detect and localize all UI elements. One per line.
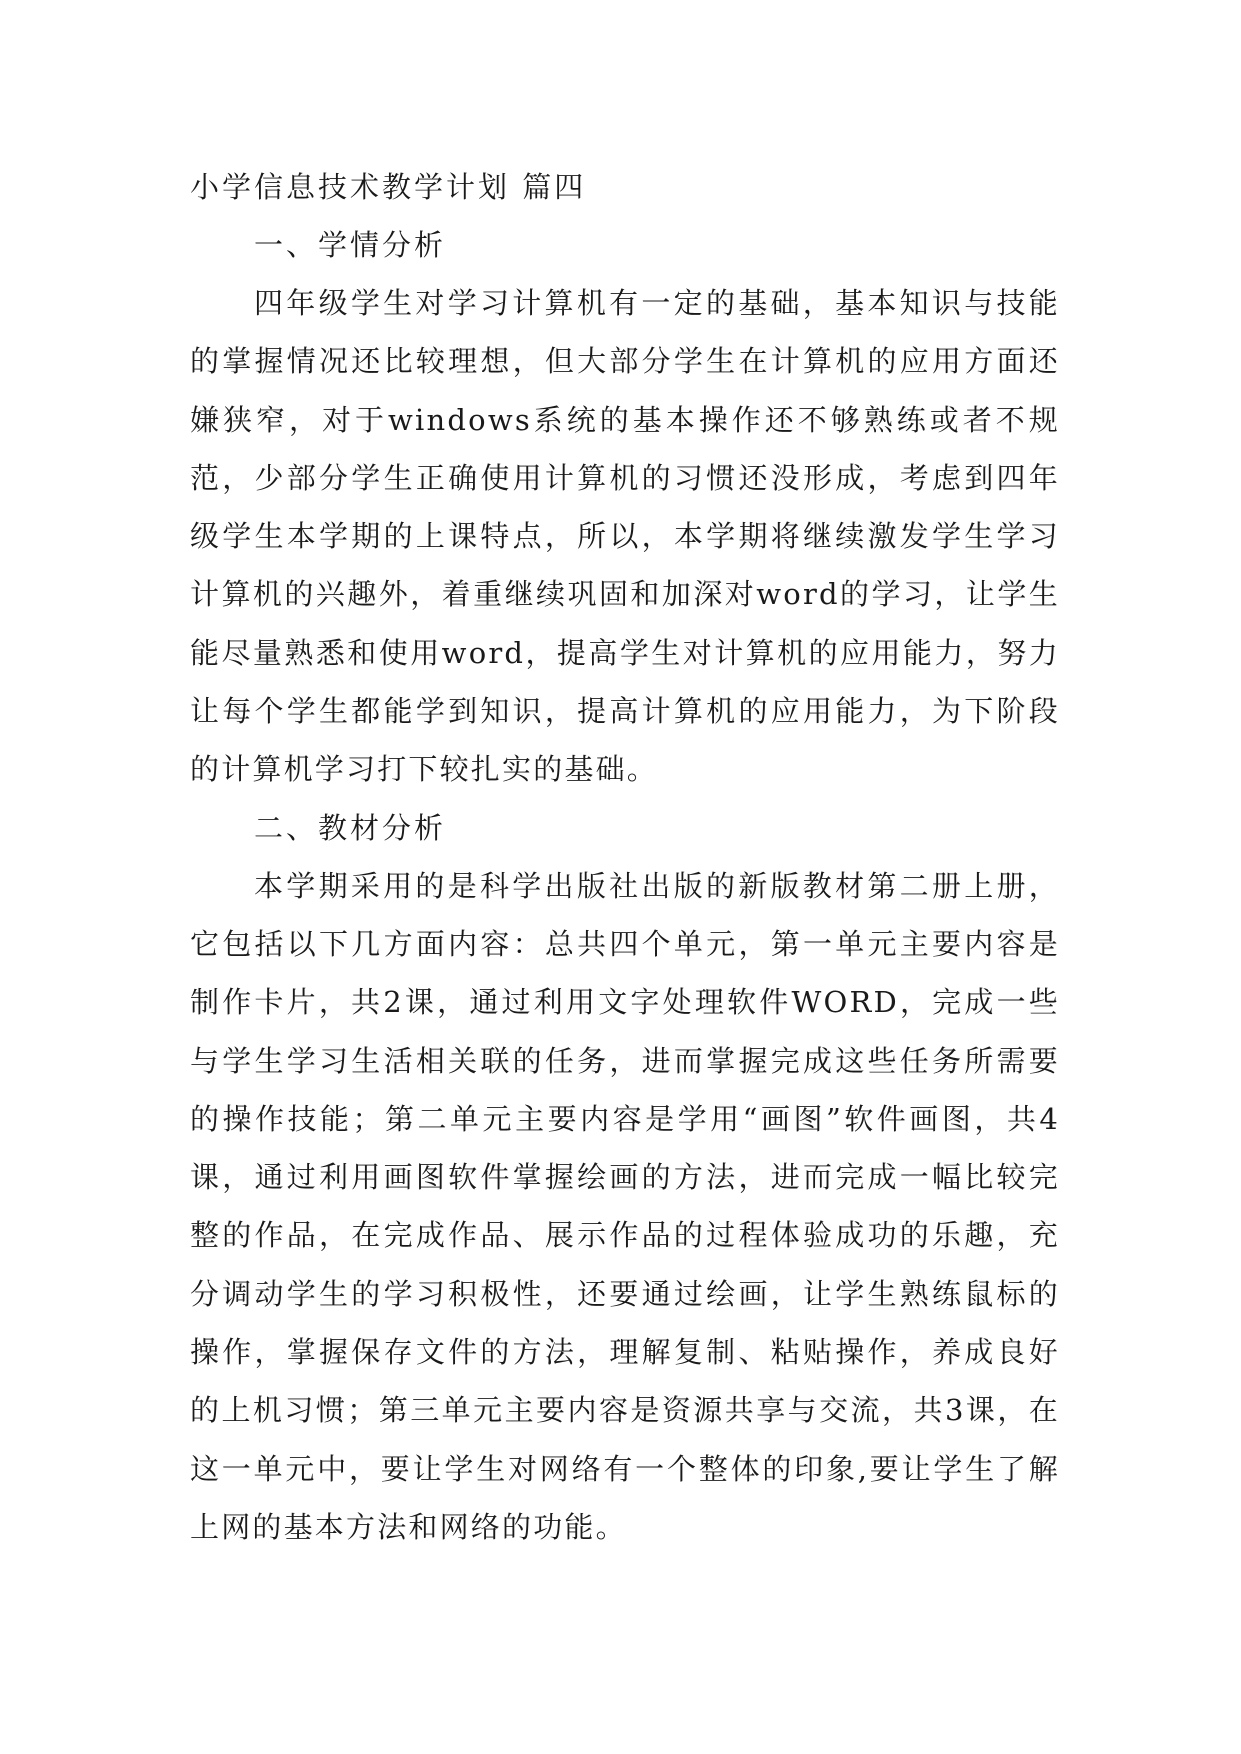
document-body [190, 158, 1060, 1556]
section-heading-learner-analysis: 一、学情分析 [254, 228, 447, 262]
section-paragraph-textbook-analysis: 本学期采用的是科学出版社出版的新版教材第二册上册，它包括以下几方面内容：总共四个单元，第一单元主要内容是制作卡片，共2课，通过利用文字处理软件WORD，完成一些与学生学习生活相关联的任务，进而掌握完成这些任务所需要的操作技能；第二单元主要内容是学用“画图”软件画图，共4课，通过利用画图软件掌握绘画的方法，进而完成一幅比较完整的作品，在完成作品、展示作品的过程体验成功的乐趣，充分调动学生的学习积极性，还要通过绘画，让学生熟练鼠标的操作，掌握保存文件的方法，理解复制、粘贴操作，养成良好的上机习惯；第三单元主要内容是资源共享与交流，共3课，在这一单元中，要让学生对网络有一个整体的印象,要让学生了解上网的基本方法和网络的功能。 [190, 868, 1060, 1544]
section-heading-textbook-analysis: 二、教材分析 [254, 810, 447, 845]
section-paragraph-learner-analysis: 四年级学生对学习计算机有一定的基础，基本知识与技能的掌握情况还比较理想，但大部分学生在计算机的应用方面还嫌狭窄，对于windows系统的基本操作还不够熟练或者不规范，少部分学生正确使用计算机的习惯还没形成，考虑到四年级学生本学期的上课特点，所以，本学期将继续激发学生学习计算机的兴趣外，着重继续巩固和加深对word的学习，让学生能尽量熟悉和使用word，提高学生对计算机的应用能力，努力让每个学生都能学到知识，提高计算机的应用能力，为下阶段的计算机学习打下较扎实的基础。 [190, 286, 1060, 787]
document-title: 小学信息技术教学计划 篇四 [190, 170, 587, 204]
